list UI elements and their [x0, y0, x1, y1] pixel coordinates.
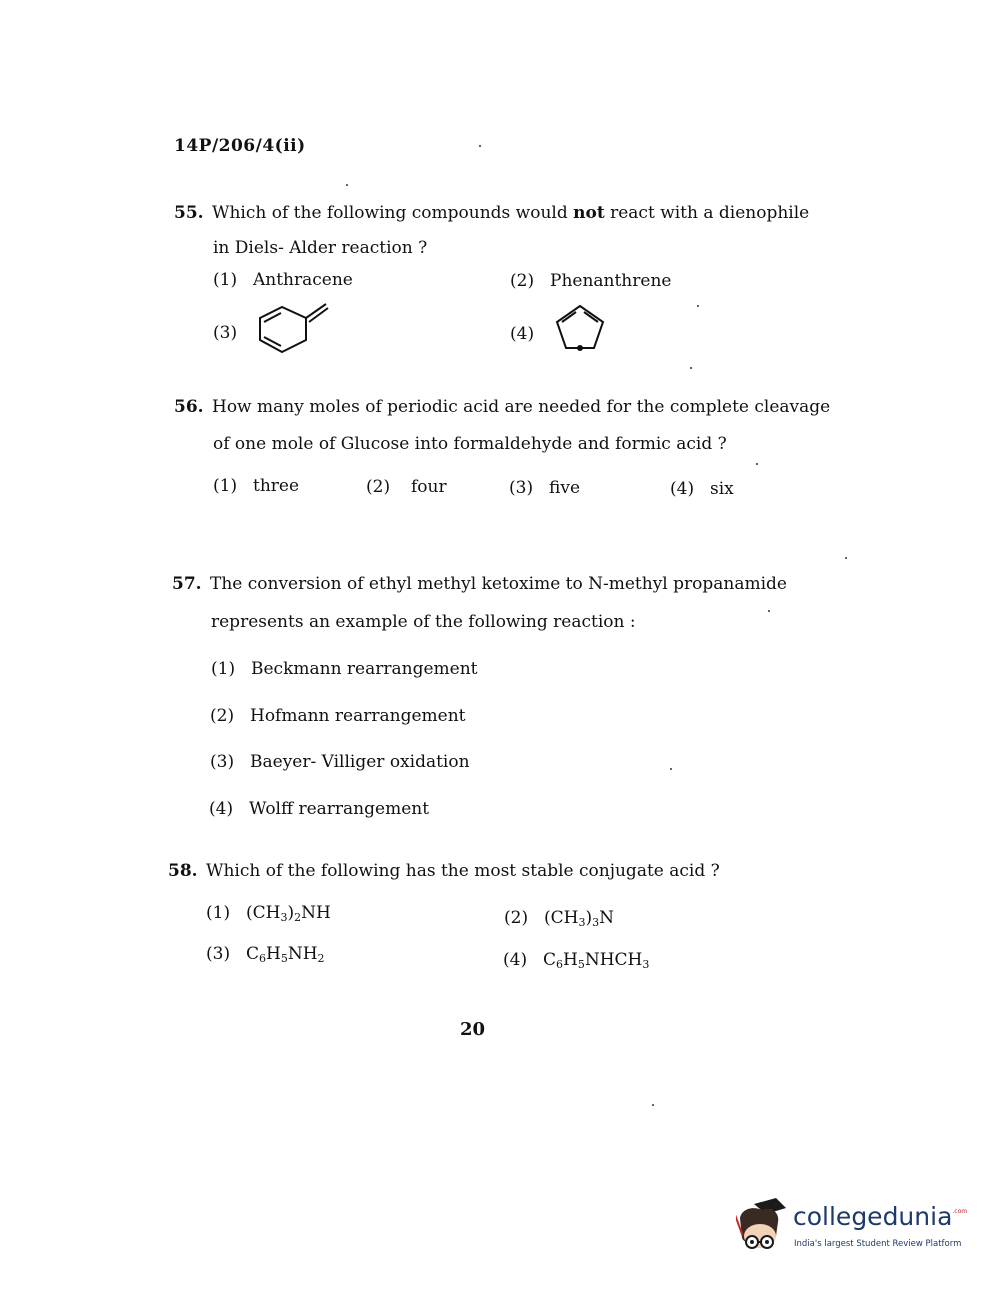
scan-speck — [346, 184, 348, 186]
option-4: (4) six — [670, 479, 734, 499]
option-3: (3) — [213, 323, 238, 343]
methylenecyclohexadiene-structure — [252, 298, 334, 356]
logo-tagline: India's largest Student Review Platform — [794, 1239, 962, 1249]
scan-speck — [670, 768, 672, 770]
question-number: 55. — [174, 203, 204, 223]
option-1: (1) Anthracene — [213, 270, 353, 290]
scan-speck — [756, 463, 758, 465]
logo-wordmark: collegedunia$^{.com}$ — [793, 1202, 968, 1231]
question-58-line-1: 58. Which of the following has the most stable conjugate acid ? — [168, 861, 720, 881]
logo-com: .com — [952, 1208, 968, 1215]
option-3: (3) Baeyer- Villiger oxidation — [210, 752, 470, 772]
question-55-line-1: 55. Which of the following compounds would not react with a dienophile — [174, 203, 810, 223]
scan-speck — [690, 367, 692, 369]
option-4: (4) Wolff rearrangement — [209, 799, 430, 819]
paper-code: 14P/206/4(ii) — [174, 136, 306, 156]
scan-speck — [768, 610, 770, 612]
question-57-line-1: 57. The conversion of ethyl methyl ketoxime to N-methyl propanamide — [172, 574, 787, 594]
scan-speck — [652, 1104, 654, 1106]
page-number: 20 — [460, 1019, 486, 1040]
option-1: (1) $(CH_3)_2NH$ — [206, 903, 331, 924]
question-number: 57. — [172, 574, 202, 594]
scan-speck — [697, 305, 699, 307]
furan-structure — [550, 300, 610, 356]
question-number: 58. — [168, 861, 198, 881]
option-3: (3) $C_6H_5NH_2$ — [206, 944, 325, 965]
question-number: 56. — [174, 397, 204, 417]
option-4: (4) — [510, 324, 535, 344]
option-1: (1) Beckmann rearrangement — [211, 659, 478, 679]
collegedunia-logo — [736, 1198, 966, 1260]
option-2: (2) $(CH_3)_3N$ — [504, 908, 614, 929]
mascot-icon — [736, 1198, 792, 1260]
question-57-line-2: represents an example of the following reaction : — [211, 612, 636, 632]
question-56-line-1: 56. How many moles of periodic acid are needed for the complete cleavage — [174, 397, 831, 417]
option-1: (1) three — [213, 476, 300, 496]
option-4: (4) $C_6H_5NHCH_3$ — [503, 950, 650, 971]
option-3: (3) five — [509, 478, 581, 498]
option-2: (2) four — [366, 477, 447, 497]
option-2: (2) Hofmann rearrangement — [210, 706, 466, 726]
emphasis-not: not — [573, 203, 605, 223]
scan-speck — [479, 145, 481, 147]
question-55-line-2: in Diels- Alder reaction ? — [213, 238, 428, 258]
option-2: (2) Phenanthrene — [510, 271, 672, 291]
question-56-line-2: of one mole of Glucose into formaldehyde and formic acid ? — [213, 434, 727, 454]
scan-speck — [845, 557, 847, 559]
